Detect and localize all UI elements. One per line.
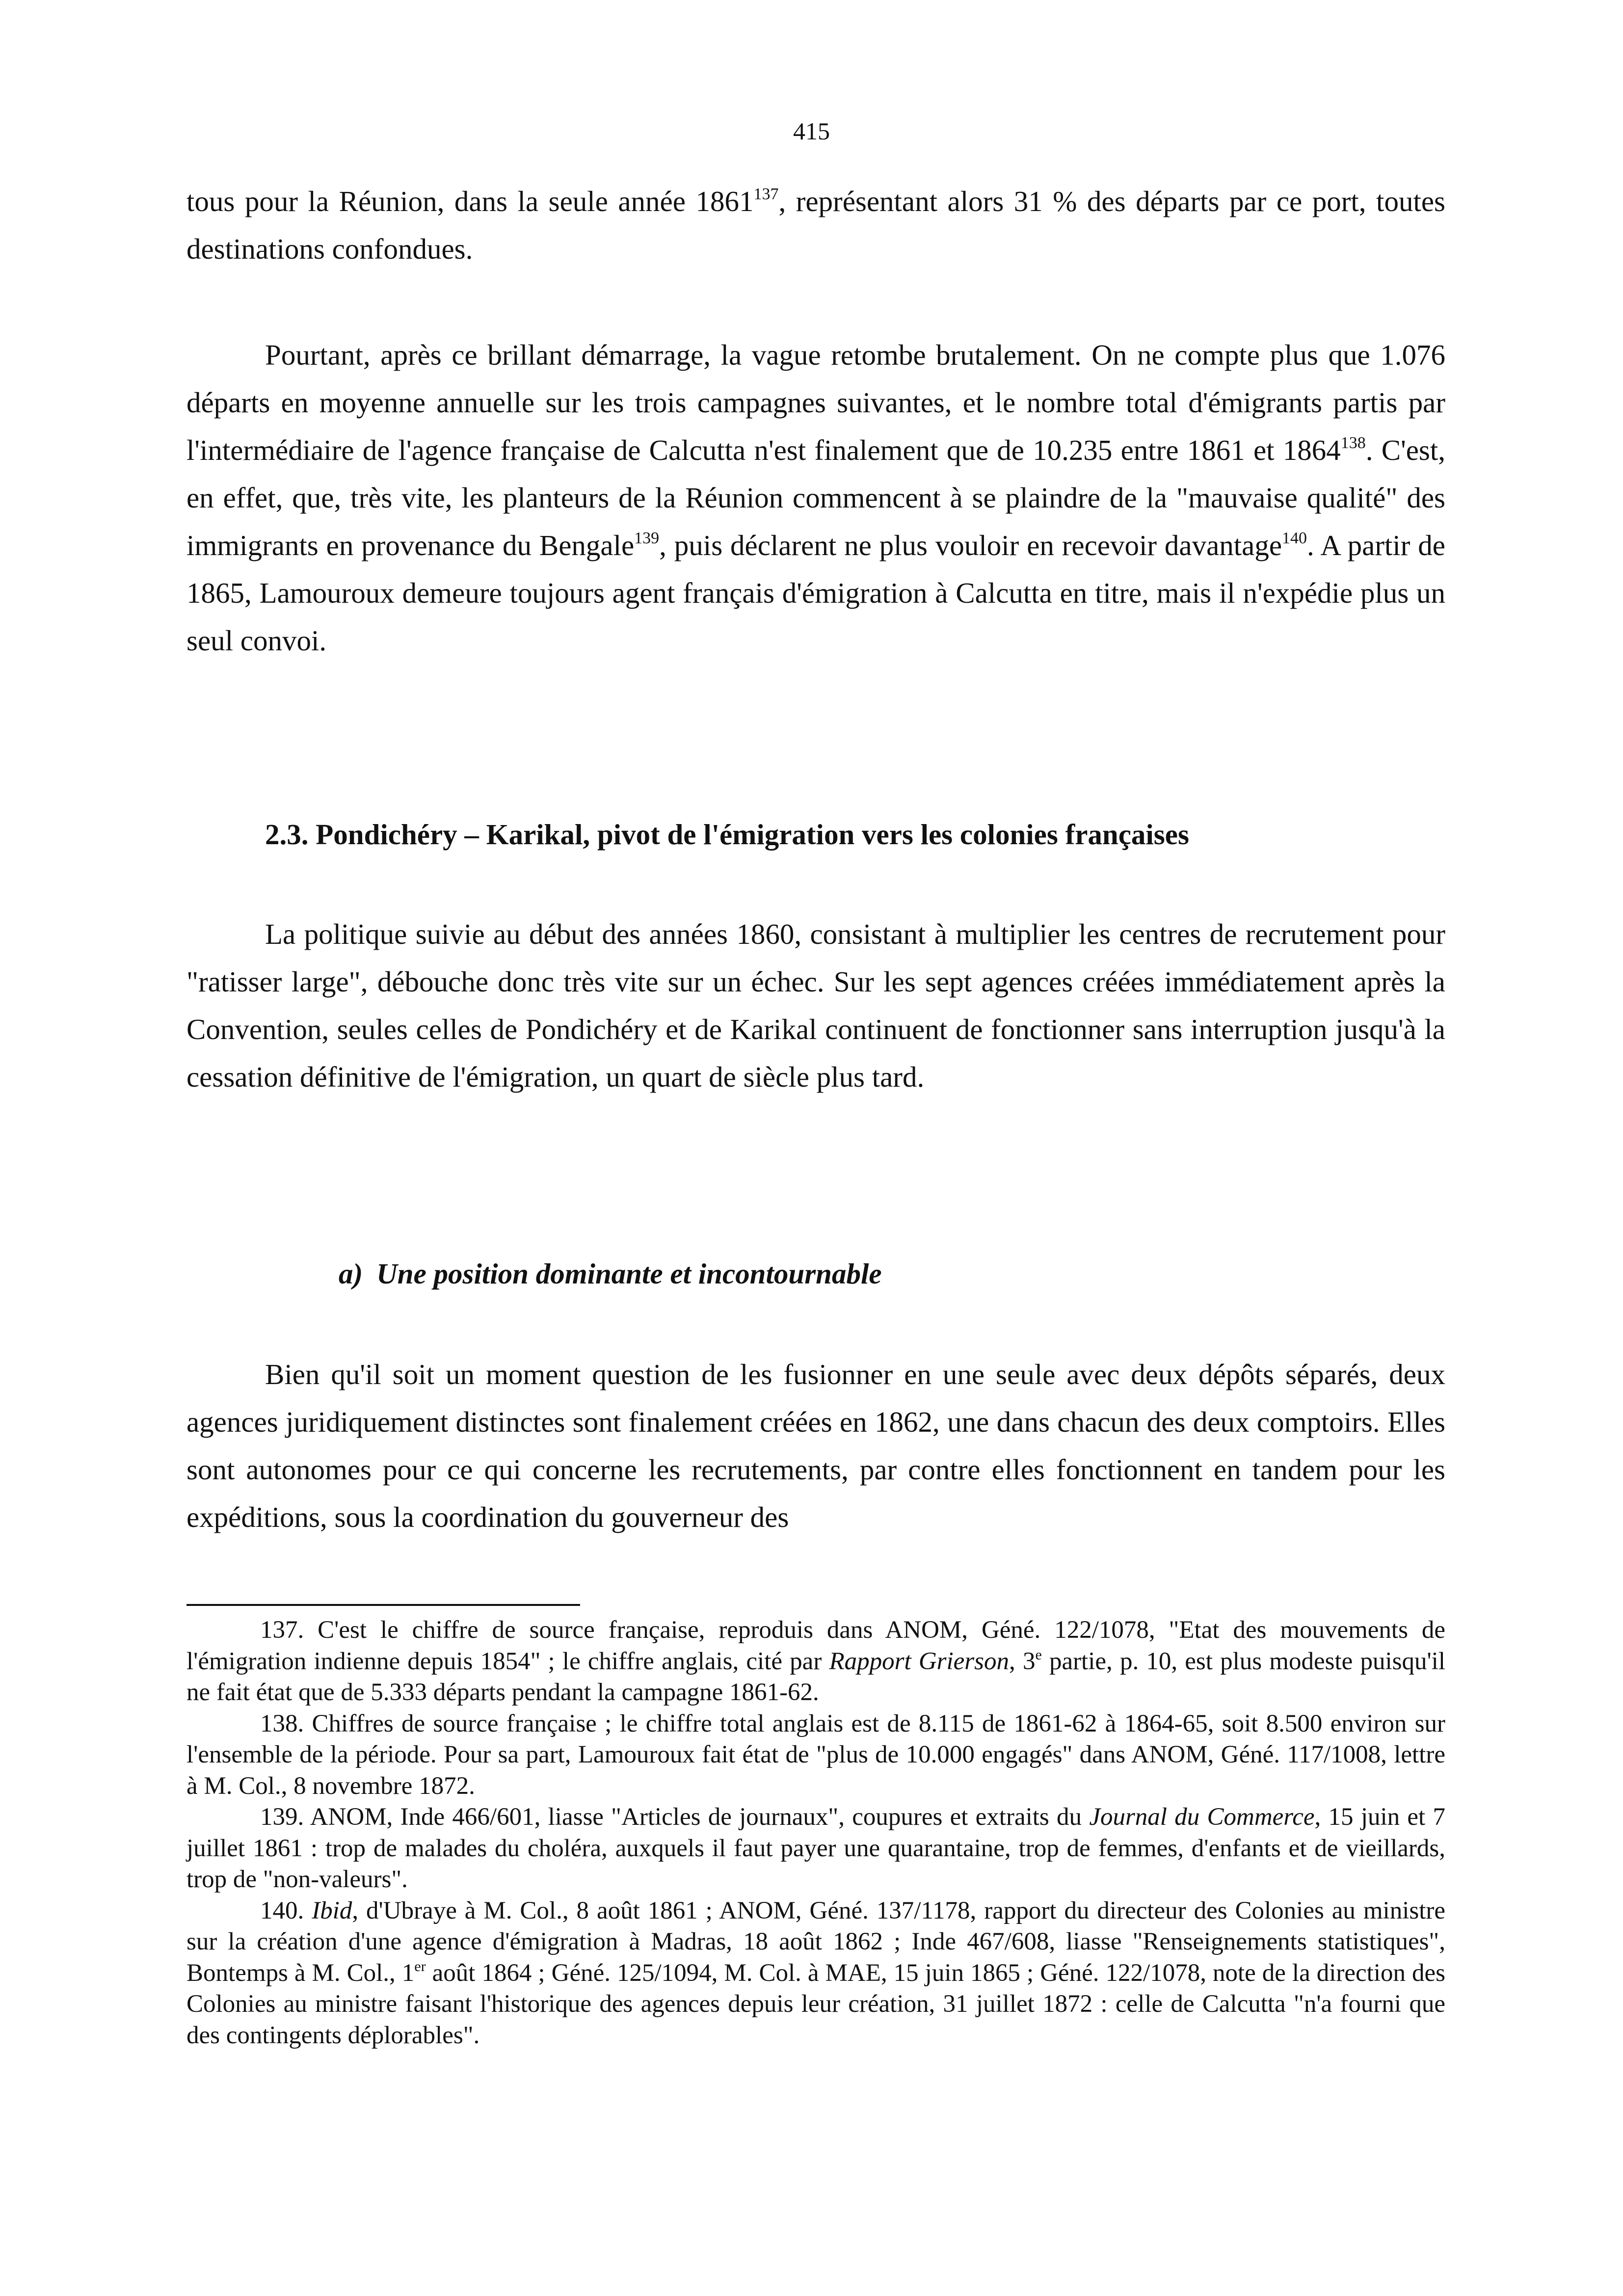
paragraph-text: . A partir de 1865, Lamouroux demeure toujours agent français d'émigration à Calcutta en titre, mais il n'expédie plus un seul convoi. (186, 529, 1445, 657)
paragraph-text: , représentant alors 31 % des départs par ce port, toutes destinations confondues. (186, 185, 1445, 265)
footnote-ref-140: 140 (1282, 529, 1307, 547)
footnote-italic-title: Rapport Grierson (829, 1647, 1010, 1675)
paragraph-text: tous pour la Réunion, dans la seule année 1861 (186, 185, 754, 217)
footnote-superscript: er (414, 1958, 426, 1975)
footnote-text: , 15 juin et 7 juillet 1861 : trop de malades du choléra, auxquels il faut payer une quarantaine, trop de femmes, d'enfants et de vieillards, trop de "non-valeurs". (186, 1803, 1445, 1893)
paragraph-text: Pourtant, après ce brillant démarrage, la vague retombe brutalement. On ne compte plus que 1.076 départs en moyenne annuelle sur les trois campagnes suivantes, et le nombre total d'émigrants partis par l'intermédiaire de l'agence française de Calcutta n'est finalement que de 10.235 entre 1861 et 1864 (186, 339, 1445, 466)
page-number: 415 (793, 117, 830, 145)
footnote-superscript: e (1035, 1646, 1042, 1663)
paragraph-continuation (186, 178, 1445, 273)
footnote-text: partie, p. 10, est plus modeste puisqu'il ne fait état que de 5.333 départs pendant la campagne 1861-62. (186, 1647, 1445, 1706)
footnote-ref-138: 138 (1340, 434, 1366, 452)
footnote-139 (186, 1802, 1445, 1896)
footnote-ref-137: 137 (753, 185, 779, 203)
footnote-137 (186, 1615, 1445, 1709)
subsection-title: Une position dominante et incontournable (376, 1257, 882, 1290)
footnotes (186, 1615, 1445, 2051)
footnote-text: , 3 (1009, 1647, 1036, 1675)
footnote-text: 137. C'est le chiffre de source française, reproduis dans ANOM, Géné. 122/1078, "Etat des mouvements de l'émigration indienne depuis 1854" ; le chiffre anglais, cité par (186, 1616, 1445, 1675)
paragraph-text: . C'est, en effet, que, très vite, les planteurs de la Réunion commencent à se plaindre de la "mauvaise qualité" des immigrants en provenance du Bengale (186, 434, 1445, 561)
section-heading: 2.3. Pondichéry – Karikal, pivot de l'émigration vers les colonies françaises (265, 818, 1189, 851)
footnote-text: , d'Ubraye à M. Col., 8 août 1861 ; ANOM, Géné. 137/1178, rapport du directeur des Colonies au ministre sur la création d'une agence d'émigration à Madras, 18 août 1862 ; Inde 467/608, liasse "Renseignements statistiques", Bontemps à M. Col., 1 (186, 1896, 1446, 1987)
footnote-text: 139. ANOM, Inde 466/601, liasse "Articles de journaux", coupures et extraits du (260, 1803, 1090, 1831)
subsection-heading (339, 1254, 882, 1293)
paragraph-two-agencies: Bien qu'il soit un moment question de les fusionner en une seule avec deux dépôts séparés, deux agences juridiquement distinctes sont finalement créées en 1862, une dans chacun des deux comptoirs. Elles sont autonomes pour ce qui concerne les recrutements, par contre elles fonctionnent en tandem pour les expéditions, sous la coordination du gouverneur des (186, 1358, 1445, 1533)
footnote-138: 138. Chiffres de source française ; le chiffre total anglais est de 8.115 de 1861-62 à 1864-65, soit 8.500 environ sur l'ensemble de la période. Pour sa part, Lamouroux fait état de "plus de 10.000 engagés" dans ANOM, Géné. 117/1008, lettre à M. Col., 8 novembre 1872. (186, 1709, 1445, 1800)
subsection-marker: a) (339, 1257, 363, 1290)
footnote-italic-ibid: Ibid (312, 1896, 352, 1924)
paragraph-recruitment-policy: La politique suivie au début des années 1860, consistant à multiplier les centres de recrutement pour "ratisser large", débouche donc très vite sur un échec. Sur les sept agences créées immédiatement après la Convention, seules celles de Pondichéry et de Karikal continuent de fonctionner sans interruption jusqu'à la cessation définitive de l'émigration, un quart de siècle plus tard. (186, 918, 1445, 1093)
paragraph-calcutta-decline (186, 331, 1445, 665)
footnote-italic-title: Journal du Commerce (1089, 1803, 1315, 1831)
paragraph-text: , puis déclarent ne plus vouloir en recevoir davantage (659, 529, 1282, 561)
footnote-140 (186, 1896, 1445, 2052)
footnote-ref-139: 139 (634, 529, 660, 547)
footnote-text: août 1864 ; Géné. 125/1094, M. Col. à MAE, 15 juin 1865 ; Géné. 122/1078, note de la direction des Colonies au ministre faisant l'historique des agences depuis leur création, 31 juillet 1872 : celle de Calcutta "n'a fourni que des contingents déplorables". (186, 1959, 1445, 2049)
footnote-text: 140. (260, 1896, 312, 1924)
footnote-separator (186, 1604, 580, 1606)
